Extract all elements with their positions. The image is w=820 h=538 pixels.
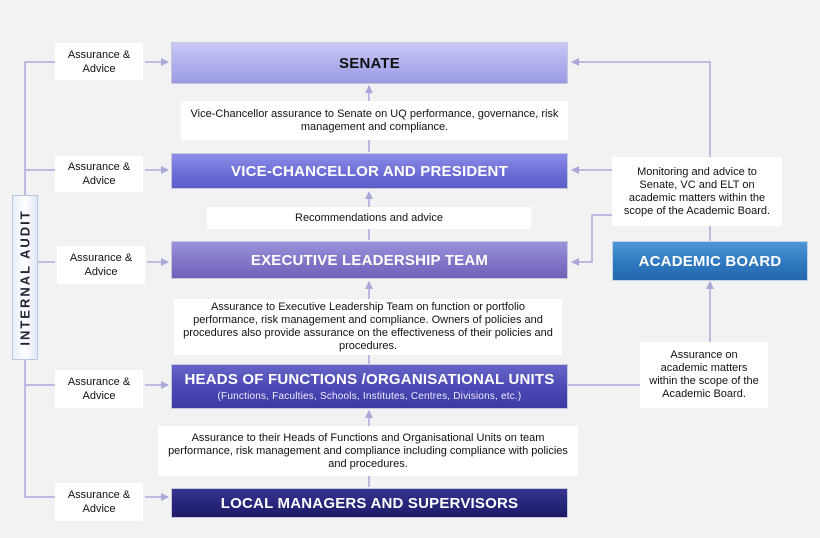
senate-label: SENATE — [339, 54, 400, 72]
academic-board-box — [612, 241, 808, 281]
note-local-to-heads-text: Assurance to their Heads of Functions and Organisational Units on team performance, risk management and compliance including compliance with policies and procedures. — [168, 431, 568, 470]
vice-chancellor-box — [171, 153, 568, 189]
heads-of-functions-box — [171, 364, 568, 409]
academic-board-label: ACADEMIC BOARD — [638, 252, 782, 270]
assurance-advice-local — [55, 483, 143, 521]
assurance-advice-text: Assurance & Advice — [67, 48, 131, 75]
assurance-advice-text: Assurance & Advice — [69, 252, 133, 278]
note-vc-to-senate-text: Vice-Chancellor assurance to Senate on UQ performance, governance, risk management and compliance. — [190, 107, 559, 133]
note-academic-assurance-text: Assurance on academic matters within the scope of the Academic Board. — [649, 349, 759, 400]
note-heads-to-elt-text: Assurance to Executive Leadership Team on function or portfolio performance, risk management and compliance. Owners of policies and procedures also provide assurance on the effectiveness of their policies and procedures. — [183, 301, 553, 352]
internal-audit-label: INTERNAL AUDIT — [17, 209, 33, 346]
heads-of-functions-label: HEADS OF FUNCTIONS /ORGANISATIONAL UNITS — [184, 371, 555, 388]
assurance-advice-heads — [55, 370, 143, 408]
heads-of-functions-sublabel: (Functions, Faculties, Schools, Institutes, Centres, Divisions, etc.) — [217, 391, 522, 402]
assurance-advice-elt — [57, 246, 145, 284]
note-local-to-heads — [158, 426, 578, 476]
assurance-advice-vc — [55, 156, 143, 192]
note-recommendations — [207, 207, 531, 229]
note-academic-monitoring — [612, 157, 782, 226]
senate-box — [171, 42, 568, 84]
executive-leadership-label: EXECUTIVE LEADERSHIP TEAM — [250, 251, 489, 269]
note-recommendations-text: Recommendations and advice — [295, 211, 443, 224]
assurance-advice-text: Assurance & Advice — [67, 489, 131, 515]
vice-chancellor-label: VICE-CHANCELLOR AND PRESIDENT — [231, 162, 508, 180]
internal-audit-spine — [25, 62, 55, 195]
local-managers-box — [171, 488, 568, 518]
executive-leadership-box — [171, 241, 568, 279]
internal-audit-bar — [12, 195, 38, 360]
note-academic-monitoring-text: Monitoring and advice to Senate, VC and ELT on academic matters within the scope of the Academic Board. — [623, 165, 771, 217]
arrow-monitoring-to-elt — [572, 215, 612, 262]
note-academic-assurance — [640, 342, 768, 408]
assurance-advice-text: Assurance & Advice — [67, 161, 131, 187]
local-managers-label: LOCAL MANAGERS AND SUPERVISORS — [220, 494, 519, 512]
note-vc-to-senate — [181, 101, 568, 140]
assurance-advice-text: Assurance & Advice — [67, 376, 131, 402]
assurance-advice-senate — [55, 43, 143, 80]
note-heads-to-elt — [174, 299, 562, 355]
